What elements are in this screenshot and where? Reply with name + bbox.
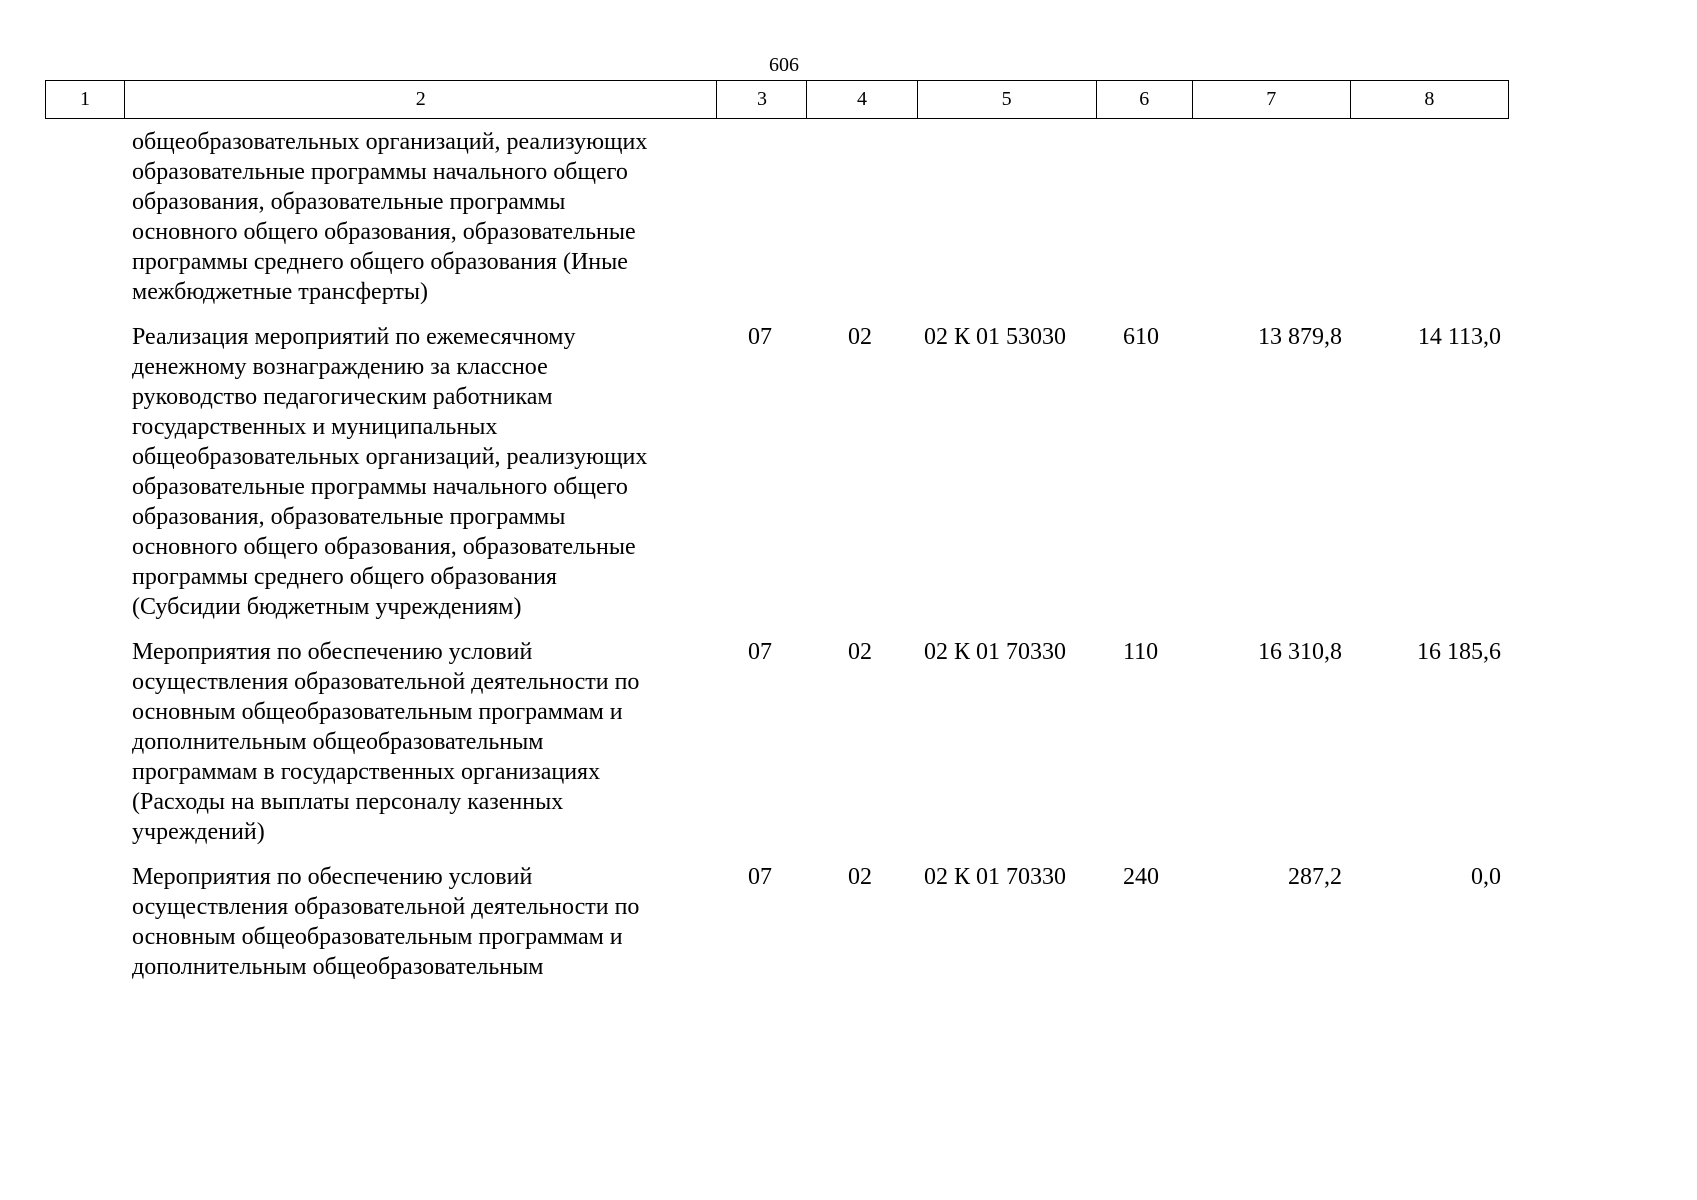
header-col-8: 8 <box>1350 81 1508 119</box>
row-description: Мероприятия по обеспечению условий осуществления образовательной деятельности по основным общеобразовательным программам и дополнительным общеобразовательным программам в государственных организациях (Расходы на выплаты персоналу казенных учреждений) <box>132 639 640 845</box>
row-expense-type-code: 240 <box>1123 864 1159 890</box>
row-description: Реализация мероприятий по ежемесячному денежному вознаграждению за классное руководство педагогическим работникам государственных и муниципальных общеобразовательных организаций, реализующих образовательные программы начального общего образования, образовательные программы основного общего образования, образовательные программы среднего общего образования (Субсидии бюджетным учреждениям) <box>132 324 648 620</box>
column-number-header <box>45 80 1509 119</box>
row-subsection-code: 02 <box>848 864 872 890</box>
header-col-2: 2 <box>125 81 717 119</box>
row-target-article-code: 02 К 01 70330 <box>924 639 1067 665</box>
row-section-code: 07 <box>748 324 772 350</box>
row-subsection-code: 02 <box>848 324 872 350</box>
header-col-5: 5 <box>917 81 1096 119</box>
row-amount-col8: 14 113,0 <box>1417 324 1501 350</box>
header-col-6: 6 <box>1096 81 1192 119</box>
row-expense-type-code: 110 <box>1123 639 1159 665</box>
row-amount-col7: 287,2 <box>1288 864 1342 890</box>
row-section-code: 07 <box>748 864 772 890</box>
row-target-article-code: 02 К 01 70330 <box>924 864 1067 890</box>
page-number: 606 <box>769 54 799 76</box>
row-amount-col8: 0,0 <box>1471 864 1501 890</box>
header-col-4: 4 <box>807 81 917 119</box>
header-col-1: 1 <box>46 81 125 119</box>
header-col-7: 7 <box>1192 81 1350 119</box>
row-description: общеобразовательных организаций, реализующих образовательные программы начального общего образования, образовательные программы основного общего образования, образовательные программы среднего общего образования (Иные межбюджетные трансферты) <box>132 129 648 305</box>
row-expense-type-code: 610 <box>1123 324 1159 350</box>
row-subsection-code: 02 <box>848 639 872 665</box>
row-description: Мероприятия по обеспечению условий осуществления образовательной деятельности по основным общеобразовательным программам и дополнительным общеобразовательным <box>132 864 640 980</box>
row-section-code: 07 <box>748 639 772 665</box>
row-amount-col7: 16 310,8 <box>1258 639 1342 665</box>
row-amount-col8: 16 185,6 <box>1417 639 1501 665</box>
header-row <box>46 81 1509 119</box>
header-col-3: 3 <box>717 81 807 119</box>
row-amount-col7: 13 879,8 <box>1258 324 1342 350</box>
row-target-article-code: 02 К 01 53030 <box>924 324 1067 350</box>
